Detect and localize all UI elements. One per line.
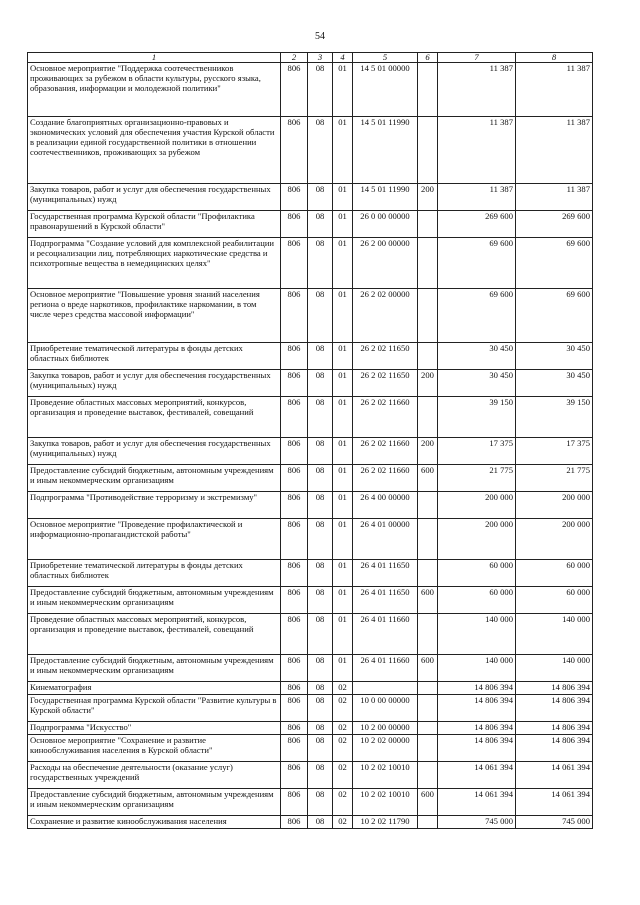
cell-expense-type (418, 397, 438, 438)
cell-name: Закупка товаров, работ и услуг для обеспечения государственных (муниципальных) нужд (28, 370, 281, 397)
cell-section: 08 (308, 560, 333, 587)
cell-subsection: 01 (333, 238, 353, 289)
cell-name: Кинематография (28, 682, 281, 695)
cell-expense-type: 200 (418, 184, 438, 211)
cell-subsection: 01 (333, 465, 353, 492)
cell-name: Проведение областных массовых мероприятий, конкурсов, организация и проведение выставок, фестивалей, совещаний (28, 397, 281, 438)
cell-ministry-code: 806 (281, 117, 308, 184)
table-row (28, 762, 593, 789)
cell-name: Проведение областных массовых мероприятий, конкурсов, организация и проведение выставок, фестивалей, совещаний (28, 614, 281, 655)
cell-amount-2: 30 450 (516, 370, 593, 397)
cell-name: Создание благоприятных организационно-правовых и экономических условий для обеспечения участия Курской области в реализации единой государственной политики в отношении соотечественников, проживающих за рубежом (28, 117, 281, 184)
cell-subsection: 01 (333, 184, 353, 211)
cell-target-article: 26 4 01 11660 (353, 655, 418, 682)
column-header: 5 (353, 53, 418, 63)
cell-expense-type (418, 63, 438, 117)
cell-section: 08 (308, 722, 333, 735)
cell-ministry-code: 806 (281, 614, 308, 655)
cell-amount-2: 200 000 (516, 519, 593, 560)
cell-target-article: 26 2 02 11660 (353, 438, 418, 465)
table-row (28, 695, 593, 722)
cell-section: 08 (308, 211, 333, 238)
cell-amount-1: 200 000 (438, 519, 516, 560)
cell-subsection: 02 (333, 735, 353, 762)
cell-expense-type (418, 722, 438, 735)
cell-amount-1: 30 450 (438, 370, 516, 397)
cell-ministry-code: 806 (281, 184, 308, 211)
table-row (28, 289, 593, 343)
cell-section: 08 (308, 655, 333, 682)
cell-amount-1: 269 600 (438, 211, 516, 238)
cell-expense-type (418, 492, 438, 519)
cell-section: 08 (308, 614, 333, 655)
cell-subsection: 02 (333, 695, 353, 722)
cell-amount-2: 39 150 (516, 397, 593, 438)
cell-amount-1: 14 806 394 (438, 682, 516, 695)
cell-expense-type (418, 614, 438, 655)
cell-expense-type (418, 519, 438, 560)
cell-amount-2: 11 387 (516, 63, 593, 117)
cell-subsection: 02 (333, 682, 353, 695)
cell-amount-2: 14 061 394 (516, 789, 593, 816)
cell-subsection: 01 (333, 587, 353, 614)
cell-subsection: 01 (333, 560, 353, 587)
header-row (28, 53, 593, 63)
cell-ministry-code: 806 (281, 695, 308, 722)
cell-expense-type: 200 (418, 370, 438, 397)
cell-subsection: 01 (333, 492, 353, 519)
cell-amount-2: 140 000 (516, 655, 593, 682)
cell-expense-type (418, 238, 438, 289)
table-row (28, 370, 593, 397)
cell-ministry-code: 806 (281, 370, 308, 397)
cell-ministry-code: 806 (281, 289, 308, 343)
cell-ministry-code: 806 (281, 682, 308, 695)
cell-amount-2: 269 600 (516, 211, 593, 238)
table-row (28, 722, 593, 735)
cell-expense-type (418, 695, 438, 722)
column-header: 6 (418, 53, 438, 63)
cell-expense-type (418, 211, 438, 238)
cell-amount-1: 21 775 (438, 465, 516, 492)
cell-ministry-code: 806 (281, 519, 308, 560)
cell-section: 08 (308, 397, 333, 438)
cell-name: Государственная программа Курской области "Профилактика правонарушений в Курской области" (28, 211, 281, 238)
cell-name: Приобретение тематической литературы в фонды детских областных библиотек (28, 343, 281, 370)
cell-expense-type (418, 289, 438, 343)
cell-section: 08 (308, 184, 333, 211)
cell-amount-2: 60 000 (516, 587, 593, 614)
table-row (28, 211, 593, 238)
cell-name: Основное мероприятие "Сохранение и развитие кинообслуживания населения в Курской области" (28, 735, 281, 762)
cell-name: Закупка товаров, работ и услуг для обеспечения государственных (муниципальных) нужд (28, 438, 281, 465)
cell-name: Основное мероприятие "Поддержка соотечественников проживающих за рубежом в области культуры, русского языка, образования, информации и молодежной политики" (28, 63, 281, 117)
cell-amount-2: 60 000 (516, 560, 593, 587)
cell-ministry-code: 806 (281, 735, 308, 762)
cell-subsection: 02 (333, 789, 353, 816)
cell-name: Подпрограмма "Противодействие терроризму и экстремизму" (28, 492, 281, 519)
cell-name: Предоставление субсидий бюджетным, автономным учреждениям и иным некоммерческим организациям (28, 789, 281, 816)
cell-ministry-code: 806 (281, 816, 308, 829)
cell-ministry-code: 806 (281, 63, 308, 117)
cell-subsection: 01 (333, 63, 353, 117)
cell-section: 08 (308, 695, 333, 722)
cell-target-article: 26 2 00 00000 (353, 238, 418, 289)
cell-target-article: 26 4 01 11650 (353, 587, 418, 614)
cell-name: Основное мероприятие "Повышение уровня знаний населения региона о вреде наркотиков, профилактике наркомании, в том числе через средства массовой информации" (28, 289, 281, 343)
cell-name: Государственная программа Курской области "Развитие культуры в Курской области" (28, 695, 281, 722)
cell-section: 08 (308, 682, 333, 695)
cell-ministry-code: 806 (281, 560, 308, 587)
cell-target-article: 10 2 02 10010 (353, 762, 418, 789)
table-row (28, 343, 593, 370)
cell-subsection: 01 (333, 370, 353, 397)
table-row (28, 519, 593, 560)
cell-amount-2: 11 387 (516, 184, 593, 211)
column-header: 2 (281, 53, 308, 63)
table-row (28, 438, 593, 465)
cell-subsection: 02 (333, 762, 353, 789)
cell-subsection: 01 (333, 397, 353, 438)
cell-amount-1: 140 000 (438, 655, 516, 682)
cell-amount-2: 11 387 (516, 117, 593, 184)
cell-name: Приобретение тематической литературы в фонды детских областных библиотек (28, 560, 281, 587)
cell-amount-2: 14 061 394 (516, 762, 593, 789)
cell-amount-1: 14 806 394 (438, 722, 516, 735)
cell-section: 08 (308, 465, 333, 492)
cell-subsection: 01 (333, 117, 353, 184)
table-row (28, 614, 593, 655)
cell-target-article: 10 2 02 00000 (353, 735, 418, 762)
cell-target-article: 26 4 01 11660 (353, 614, 418, 655)
cell-section: 08 (308, 789, 333, 816)
cell-name: Закупка товаров, работ и услуг для обеспечения государственных (муниципальных) нужд (28, 184, 281, 211)
table-row (28, 560, 593, 587)
cell-amount-1: 14 061 394 (438, 789, 516, 816)
cell-ministry-code: 806 (281, 789, 308, 816)
cell-amount-1: 200 000 (438, 492, 516, 519)
cell-section: 08 (308, 816, 333, 829)
cell-amount-1: 745 000 (438, 816, 516, 829)
cell-ministry-code: 806 (281, 343, 308, 370)
cell-expense-type (418, 343, 438, 370)
cell-section: 08 (308, 370, 333, 397)
cell-subsection: 02 (333, 816, 353, 829)
cell-target-article (353, 682, 418, 695)
cell-section: 08 (308, 63, 333, 117)
cell-amount-2: 69 600 (516, 238, 593, 289)
cell-target-article: 26 4 01 11650 (353, 560, 418, 587)
table-row (28, 682, 593, 695)
cell-amount-2: 17 375 (516, 438, 593, 465)
cell-target-article: 14 5 01 11990 (353, 184, 418, 211)
cell-expense-type (418, 762, 438, 789)
cell-ministry-code: 806 (281, 465, 308, 492)
cell-ministry-code: 806 (281, 397, 308, 438)
cell-amount-1: 17 375 (438, 438, 516, 465)
cell-amount-1: 11 387 (438, 117, 516, 184)
table-row (28, 397, 593, 438)
cell-ministry-code: 806 (281, 438, 308, 465)
cell-subsection: 01 (333, 614, 353, 655)
cell-expense-type (418, 682, 438, 695)
cell-target-article: 26 2 02 11650 (353, 370, 418, 397)
cell-amount-1: 11 387 (438, 63, 516, 117)
cell-amount-1: 14 061 394 (438, 762, 516, 789)
budget-table (27, 52, 593, 829)
cell-ministry-code: 806 (281, 587, 308, 614)
cell-name: Основное мероприятие "Проведение профилактической и информационно-пропагандистской работы" (28, 519, 281, 560)
cell-amount-2: 21 775 (516, 465, 593, 492)
cell-subsection: 01 (333, 211, 353, 238)
cell-target-article: 26 2 02 11660 (353, 465, 418, 492)
cell-target-article: 10 0 00 00000 (353, 695, 418, 722)
column-header: 1 (28, 53, 281, 63)
cell-target-article: 26 4 01 00000 (353, 519, 418, 560)
cell-ministry-code: 806 (281, 211, 308, 238)
cell-target-article: 10 2 02 11790 (353, 816, 418, 829)
table-row (28, 238, 593, 289)
column-header: 4 (333, 53, 353, 63)
cell-subsection: 01 (333, 655, 353, 682)
cell-target-article: 10 2 02 10010 (353, 789, 418, 816)
cell-amount-2: 14 806 394 (516, 722, 593, 735)
cell-amount-1: 140 000 (438, 614, 516, 655)
cell-section: 08 (308, 492, 333, 519)
cell-section: 08 (308, 438, 333, 465)
cell-name: Сохранение и развитие кинообслуживания населения (28, 816, 281, 829)
table-row (28, 735, 593, 762)
cell-ministry-code: 806 (281, 655, 308, 682)
cell-amount-2: 14 806 394 (516, 682, 593, 695)
cell-expense-type: 600 (418, 465, 438, 492)
table-row (28, 789, 593, 816)
cell-amount-2: 745 000 (516, 816, 593, 829)
cell-subsection: 01 (333, 289, 353, 343)
cell-amount-2: 14 806 394 (516, 735, 593, 762)
cell-name: Подпрограмма "Искусство" (28, 722, 281, 735)
cell-target-article: 14 5 01 00000 (353, 63, 418, 117)
cell-section: 08 (308, 519, 333, 560)
cell-section: 08 (308, 587, 333, 614)
cell-expense-type (418, 735, 438, 762)
cell-ministry-code: 806 (281, 492, 308, 519)
cell-amount-1: 69 600 (438, 289, 516, 343)
cell-section: 08 (308, 762, 333, 789)
cell-expense-type: 600 (418, 789, 438, 816)
table-row (28, 465, 593, 492)
cell-amount-1: 39 150 (438, 397, 516, 438)
cell-subsection: 01 (333, 519, 353, 560)
cell-section: 08 (308, 117, 333, 184)
cell-amount-1: 69 600 (438, 238, 516, 289)
column-header: 3 (308, 53, 333, 63)
cell-expense-type (418, 560, 438, 587)
table-row (28, 492, 593, 519)
table-row (28, 63, 593, 117)
cell-ministry-code: 806 (281, 722, 308, 735)
table-row (28, 117, 593, 184)
cell-name: Предоставление субсидий бюджетным, автономным учреждениям и иным некоммерческим организациям (28, 655, 281, 682)
table-row (28, 655, 593, 682)
table-row (28, 587, 593, 614)
cell-ministry-code: 806 (281, 238, 308, 289)
cell-name: Расходы на обеспечение деятельности (оказание услуг) государственных учреждений (28, 762, 281, 789)
cell-name: Предоставление субсидий бюджетным, автономным учреждениям и иным некоммерческим организациям (28, 587, 281, 614)
cell-amount-1: 14 806 394 (438, 735, 516, 762)
cell-target-article: 26 2 02 00000 (353, 289, 418, 343)
cell-section: 08 (308, 343, 333, 370)
table-row (28, 816, 593, 829)
cell-target-article: 10 2 00 00000 (353, 722, 418, 735)
cell-amount-1: 30 450 (438, 343, 516, 370)
cell-amount-1: 60 000 (438, 560, 516, 587)
cell-expense-type (418, 816, 438, 829)
cell-subsection: 02 (333, 722, 353, 735)
cell-amount-1: 60 000 (438, 587, 516, 614)
cell-target-article: 14 5 01 11990 (353, 117, 418, 184)
cell-section: 08 (308, 289, 333, 343)
column-header: 7 (438, 53, 516, 63)
cell-amount-2: 30 450 (516, 343, 593, 370)
cell-section: 08 (308, 238, 333, 289)
cell-amount-1: 14 806 394 (438, 695, 516, 722)
table-row (28, 184, 593, 211)
cell-target-article: 26 2 02 11660 (353, 397, 418, 438)
cell-target-article: 26 2 02 11650 (353, 343, 418, 370)
cell-name: Подпрограмма "Создание условий для комплексной реабилитации и ресоциализации лиц, потребляющих наркотические средства и психотропные вещества в немедицинских целях" (28, 238, 281, 289)
page-number: 54 (315, 31, 325, 42)
cell-expense-type (418, 117, 438, 184)
cell-amount-2: 69 600 (516, 289, 593, 343)
cell-subsection: 01 (333, 343, 353, 370)
cell-expense-type: 200 (418, 438, 438, 465)
cell-amount-1: 11 387 (438, 184, 516, 211)
cell-name: Предоставление субсидий бюджетным, автономным учреждениям и иным некоммерческим организациям (28, 465, 281, 492)
cell-expense-type: 600 (418, 655, 438, 682)
cell-ministry-code: 806 (281, 762, 308, 789)
cell-amount-2: 140 000 (516, 614, 593, 655)
column-header: 8 (516, 53, 593, 63)
cell-expense-type: 600 (418, 587, 438, 614)
cell-target-article: 26 0 00 00000 (353, 211, 418, 238)
cell-section: 08 (308, 735, 333, 762)
cell-amount-2: 200 000 (516, 492, 593, 519)
cell-subsection: 01 (333, 438, 353, 465)
cell-target-article: 26 4 00 00000 (353, 492, 418, 519)
cell-amount-2: 14 806 394 (516, 695, 593, 722)
